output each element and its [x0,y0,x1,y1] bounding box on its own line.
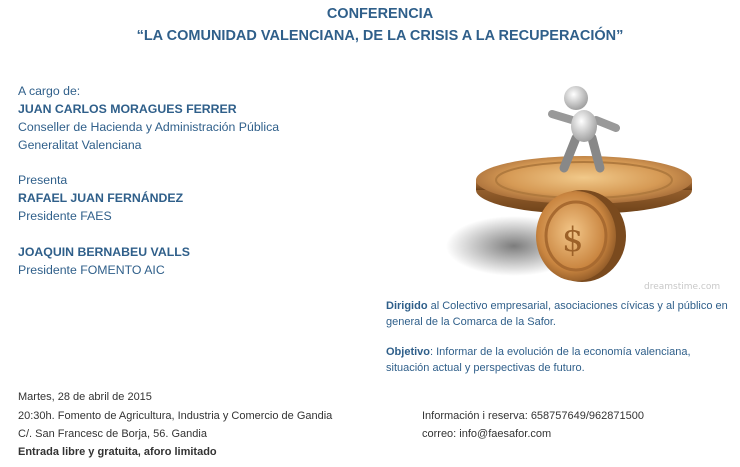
event-time-place: 20:30h. Fomento de Agricultura, Industria y Comercio de Gandia [18,410,333,422]
event-address: C/. San Francesc de Borja, 56. Gandia [18,428,207,440]
presenter-2-name: JOAQUIN BERNABEU VALLS [18,245,190,259]
conference-title: “LA COMUNIDAD VALENCIANA, DE LA CRISIS A LA RECUPERACIÓN” [136,28,624,44]
event-date: Martes, 28 de abril de 2015 [18,391,152,403]
reservation-phone: Información i reserva: 658757649/962871500 [422,410,644,422]
dirigido-text-1: al Colectivo empresarial, asociaciones cívicas y al público en [427,300,728,312]
presenter-intro: Presenta [18,173,68,187]
entry-info: Entrada libre y gratuita, aforo limitado [18,446,217,458]
objetivo-label: Objetivo [386,346,431,358]
watermark-text: dreamstime.com [644,282,720,292]
objetivo-text-1: : Informar de la evolución de la economía valenciana, [430,346,691,358]
event-type-title: CONFERENCIA [326,6,434,22]
objetivo-text-2: situación actual y perspectivas de futuro. [386,362,585,374]
svg-text:$: $ [562,220,584,260]
main-speaker-name: JUAN CARLOS MORAGUES FERRER [18,102,237,116]
target-audience [386,298,738,330]
presenter-1-name: RAFAEL JUAN FERNÁNDEZ [18,191,184,205]
presenter-1-role: Presidente FAES [18,209,112,223]
objective [386,344,738,376]
dirigido-label: Dirigido [386,300,428,312]
main-speaker-org: Generalitat Valenciana [18,138,142,152]
coin-figure-illustration [444,86,720,296]
dirigido-text-2: general de la Comarca de la Safor. [386,316,556,328]
main-speaker-role: Conseller de Hacienda y Administración Pública [18,120,280,134]
contact-email: correo: info@faesafor.com [422,428,552,440]
speaker-intro: A cargo de: [18,84,81,98]
presenter-2-role: Presidente FOMENTO AIC [18,263,165,277]
